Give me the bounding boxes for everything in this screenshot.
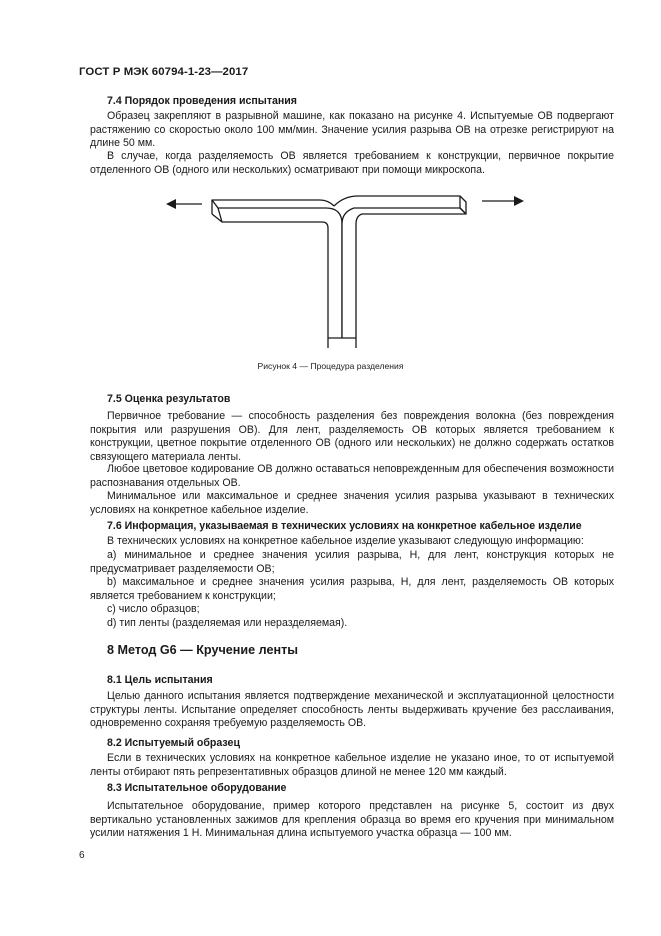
page-number: 6 bbox=[79, 850, 85, 861]
section-7-5-title: 7.5 Оценка результатов bbox=[107, 393, 231, 405]
section-7-6-item-d: d) тип ленты (разделяемая или неразделяемая). bbox=[107, 617, 348, 629]
right-arrow-head bbox=[514, 196, 524, 206]
section-7-5-paragraph-3: Минимальное или максимальное и среднее значения усилия разрыва указывают в технических условиях на конкретное кабельное изделие. bbox=[90, 490, 614, 516]
section-7-6-item-c: с) число образцов; bbox=[107, 603, 200, 615]
section-8-title: 8 Метод G6 — Кручение ленты bbox=[107, 643, 298, 657]
section-8-3-title: 8.3 Испытательное оборудование bbox=[107, 782, 287, 794]
section-7-6-title: 7.6 Информация, указываемая в технических условиях на конкретное кабельное изделие bbox=[107, 520, 582, 532]
right-separated-branch bbox=[342, 208, 466, 338]
section-8-1-title: 8.1 Цель испытания bbox=[107, 674, 213, 686]
section-8-2-paragraph: Если в технических условиях на конкретное кабельное изделие не указано иное, то от испытуемой ленты отбирают пять репрезентативных образцов длиной не менее 120 мм каждый. bbox=[90, 752, 614, 778]
figure-4-separation-diagram bbox=[160, 188, 535, 348]
section-8-2-title: 8.2 Испытуемый образец bbox=[107, 737, 240, 749]
section-8-1-paragraph: Целью данного испытания является подтверждение механической и эксплуатационной целостности структуры ленты. Испытание определяет способность ленты выдерживать кручение без расслаивания, одновременно сохраняя требуемую разделяемость ОВ. bbox=[90, 690, 614, 730]
section-7-5-paragraph-1: Первичное требование — способность разделения без повреждения волокна (без повреждения покрытия или разрушения ОВ). Для лент, разделяемость ОВ которых является требованием к конструкции, цветное покрытие отделенного ОВ (одного или нескольких) не должно содержать остатков связующего материала ленты. bbox=[90, 410, 614, 463]
figure-4-caption: Рисунок 4 — Процедура разделения bbox=[257, 361, 404, 371]
section-7-6-item-a: а) минимальное и среднее значения усилия разрыва, Н, для лент, конструкция которых не предусматривает разделяемости ОВ; bbox=[90, 549, 614, 575]
section-7-6-item-b: b) максимальное и среднее значения усилия разрыва, Н, для лент, разделяемость ОВ которых является требованием к конструкции; bbox=[90, 576, 614, 602]
section-7-6-paragraph-1: В технических условиях на конкретное кабельное изделие указывают следующую информацию: bbox=[107, 535, 584, 547]
section-7-5-paragraph-2: Любое цветовое кодирование ОВ должно оставаться неповрежденным для обеспечения возможности распознавания отдельных ОВ. bbox=[90, 463, 614, 489]
section-8-3-paragraph: Испытательное оборудование, пример которого представлен на рисунке 5, состоит из двух вертикально установленных зажимов для крепления образца во время его кручения при минимальном усилии натяжения 1 Н. Минимальная длина испытуемого участка образца — 100 мм. bbox=[90, 800, 614, 840]
left-branch-top-edge bbox=[212, 200, 334, 208]
section-7-4-paragraph-1: Образец закрепляют в разрывной машине, как показано на рисунке 4. Испытуемые ОВ подвергают растяжению со скоростью около 100 мм/мин. Значение усилия разрыва ОВ на отрезке регистрируют на длине 50 мм. bbox=[90, 110, 614, 150]
section-7-4-title: 7.4 Порядок проведения испытания bbox=[107, 95, 297, 107]
document-header: ГОСТ Р МЭК 60794-1-23—2017 bbox=[79, 66, 249, 78]
section-7-4-paragraph-2: В случае, когда разделяемость ОВ является требованием к конструкции, первичное покрытие отделенного ОВ (одного или нескольких) осматривают при помощи микроскопа. bbox=[90, 150, 614, 176]
left-arrow-head bbox=[166, 199, 176, 209]
left-separated-branch bbox=[218, 208, 342, 338]
